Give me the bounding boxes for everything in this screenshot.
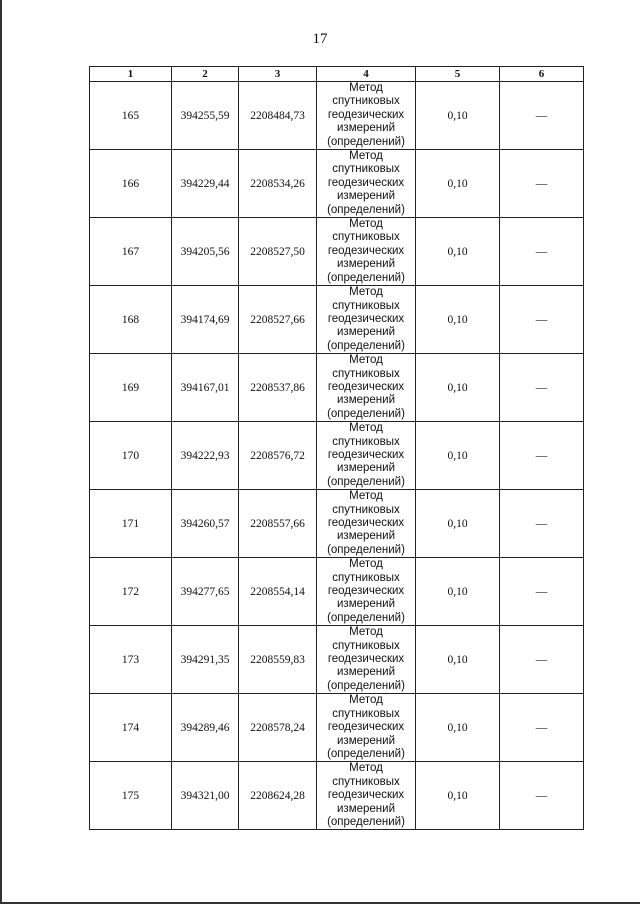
- method-line: измерений: [337, 258, 395, 271]
- method-cell: [317, 490, 416, 558]
- method-line: Метод: [349, 218, 383, 231]
- method-line: измерений: [337, 666, 395, 679]
- method-line: (определений): [327, 747, 405, 760]
- y-coordinate-cell: 2208554,14: [239, 558, 317, 626]
- point-number-cell: 167: [90, 218, 172, 286]
- method-line: измерений: [337, 326, 395, 339]
- method-cell: [317, 422, 416, 490]
- method-cell: [317, 286, 416, 354]
- method-line: геодезических: [327, 653, 405, 666]
- method-line: (определений): [327, 407, 405, 420]
- table-header-row: [90, 67, 584, 82]
- method-line: измерений: [337, 122, 395, 135]
- column-header-1: 1: [90, 67, 172, 82]
- method-cell: [317, 762, 416, 830]
- method-line: Метод: [349, 286, 383, 299]
- note-cell: —: [500, 150, 584, 218]
- method-line: спутниковых: [332, 231, 400, 244]
- method-line: геодезических: [327, 585, 405, 598]
- note-cell: —: [500, 354, 584, 422]
- accuracy-cell: 0,10: [416, 150, 500, 218]
- table-row: [90, 218, 584, 286]
- y-coordinate-cell: 2208527,50: [239, 218, 317, 286]
- x-coordinate-cell: 394229,44: [172, 150, 239, 218]
- table-row: [90, 82, 584, 150]
- method-line: измерений: [337, 190, 395, 203]
- note-cell: —: [500, 218, 584, 286]
- point-number-cell: 173: [90, 626, 172, 694]
- column-header-3: 3: [239, 67, 317, 82]
- method-cell: [317, 354, 416, 422]
- method-cell: [317, 626, 416, 694]
- method-line: спутниковых: [332, 299, 400, 312]
- column-header-4: 4: [317, 67, 416, 82]
- method-line: спутниковых: [332, 775, 400, 788]
- x-coordinate-cell: 394277,65: [172, 558, 239, 626]
- method-line: (определений): [327, 203, 405, 216]
- accuracy-cell: 0,10: [416, 490, 500, 558]
- accuracy-cell: 0,10: [416, 626, 500, 694]
- table-row: [90, 626, 584, 694]
- point-number-cell: 174: [90, 694, 172, 762]
- method-line: (определений): [327, 815, 405, 828]
- method-line: геодезических: [327, 789, 405, 802]
- method-line: спутниковых: [332, 639, 400, 652]
- method-line: Метод: [349, 422, 383, 435]
- method-cell: [317, 218, 416, 286]
- y-coordinate-cell: 2208534,26: [239, 150, 317, 218]
- method-line: Метод: [349, 558, 383, 571]
- y-coordinate-cell: 2208578,24: [239, 694, 317, 762]
- method-line: Метод: [349, 762, 383, 775]
- point-number-cell: 166: [90, 150, 172, 218]
- column-header-2: 2: [172, 67, 239, 82]
- method-line: спутниковых: [332, 435, 400, 448]
- y-coordinate-cell: 2208576,72: [239, 422, 317, 490]
- note-cell: —: [500, 82, 584, 150]
- table-row: [90, 354, 584, 422]
- method-line: спутниковых: [332, 571, 400, 584]
- note-cell: —: [500, 762, 584, 830]
- accuracy-cell: 0,10: [416, 286, 500, 354]
- method-line: геодезических: [327, 380, 405, 393]
- table-row: [90, 490, 584, 558]
- method-line: геодезических: [327, 448, 405, 461]
- method-line: геодезических: [327, 312, 405, 325]
- method-line: (определений): [327, 543, 405, 556]
- method-line: (определений): [327, 611, 405, 624]
- method-line: геодезических: [327, 517, 405, 529]
- method-cell: [317, 150, 416, 218]
- note-cell: —: [500, 626, 584, 694]
- method-line: Метод: [349, 82, 383, 94]
- y-coordinate-cell: 2208484,73: [239, 82, 317, 150]
- method-line: спутниковых: [332, 503, 400, 516]
- x-coordinate-cell: 394205,56: [172, 218, 239, 286]
- method-line: геодезических: [327, 244, 405, 257]
- y-coordinate-cell: 2208537,86: [239, 354, 317, 422]
- method-line: Метод: [349, 354, 383, 367]
- method-line: измерений: [337, 394, 395, 407]
- x-coordinate-cell: 394255,59: [172, 82, 239, 150]
- x-coordinate-cell: 394174,69: [172, 286, 239, 354]
- point-number-cell: 172: [90, 558, 172, 626]
- method-line: (определений): [327, 135, 405, 148]
- method-cell: [317, 82, 416, 150]
- x-coordinate-cell: 394222,93: [172, 422, 239, 490]
- accuracy-cell: 0,10: [416, 354, 500, 422]
- coordinates-table: [89, 66, 584, 830]
- point-number-cell: 168: [90, 286, 172, 354]
- x-coordinate-cell: 394260,57: [172, 490, 239, 558]
- method-line: Метод: [349, 490, 383, 503]
- method-line: спутниковых: [332, 95, 400, 108]
- method-line: (определений): [327, 679, 405, 692]
- page-number: 17: [312, 31, 328, 47]
- method-line: спутниковых: [332, 367, 400, 380]
- method-line: измерений: [337, 530, 395, 543]
- table-body: [90, 82, 584, 830]
- y-coordinate-cell: 2208527,66: [239, 286, 317, 354]
- accuracy-cell: 0,10: [416, 558, 500, 626]
- note-cell: —: [500, 558, 584, 626]
- y-coordinate-cell: 2208559,83: [239, 626, 317, 694]
- method-line: спутниковых: [332, 707, 400, 720]
- method-line: геодезических: [327, 108, 405, 121]
- method-cell: [317, 558, 416, 626]
- method-line: (определений): [327, 271, 405, 284]
- method-line: измерений: [337, 598, 395, 611]
- point-number-cell: 169: [90, 354, 172, 422]
- table-row: [90, 762, 584, 830]
- column-header-6: 6: [500, 67, 584, 82]
- note-cell: —: [500, 286, 584, 354]
- method-line: геодезических: [327, 176, 405, 189]
- method-line: измерений: [337, 802, 395, 815]
- method-line: Метод: [349, 626, 383, 639]
- method-line: измерений: [337, 734, 395, 747]
- y-coordinate-cell: 2208624,28: [239, 762, 317, 830]
- accuracy-cell: 0,10: [416, 422, 500, 490]
- scan-left-edge: [0, 0, 2, 904]
- note-cell: —: [500, 490, 584, 558]
- point-number-cell: 165: [90, 82, 172, 150]
- x-coordinate-cell: 394321,00: [172, 762, 239, 830]
- method-line: (определений): [327, 475, 405, 488]
- method-line: спутниковых: [332, 163, 400, 176]
- method-line: (определений): [327, 339, 405, 352]
- table-row: [90, 422, 584, 490]
- x-coordinate-cell: 394291,35: [172, 626, 239, 694]
- method-line: Метод: [349, 694, 383, 707]
- x-coordinate-cell: 394289,46: [172, 694, 239, 762]
- column-header-5: 5: [416, 67, 500, 82]
- accuracy-cell: 0,10: [416, 82, 500, 150]
- accuracy-cell: 0,10: [416, 694, 500, 762]
- point-number-cell: 175: [90, 762, 172, 830]
- x-coordinate-cell: 394167,01: [172, 354, 239, 422]
- method-line: геодезических: [327, 721, 405, 734]
- y-coordinate-cell: 2208557,66: [239, 490, 317, 558]
- table-row: [90, 694, 584, 762]
- table-row: [90, 558, 584, 626]
- table-row: [90, 286, 584, 354]
- point-number-cell: 171: [90, 490, 172, 558]
- method-line: измерений: [337, 462, 395, 475]
- method-cell: [317, 694, 416, 762]
- point-number-cell: 170: [90, 422, 172, 490]
- method-line: Метод: [349, 150, 383, 163]
- accuracy-cell: 0,10: [416, 218, 500, 286]
- note-cell: —: [500, 422, 584, 490]
- accuracy-cell: 0,10: [416, 762, 500, 830]
- note-cell: —: [500, 694, 584, 762]
- table-row: [90, 150, 584, 218]
